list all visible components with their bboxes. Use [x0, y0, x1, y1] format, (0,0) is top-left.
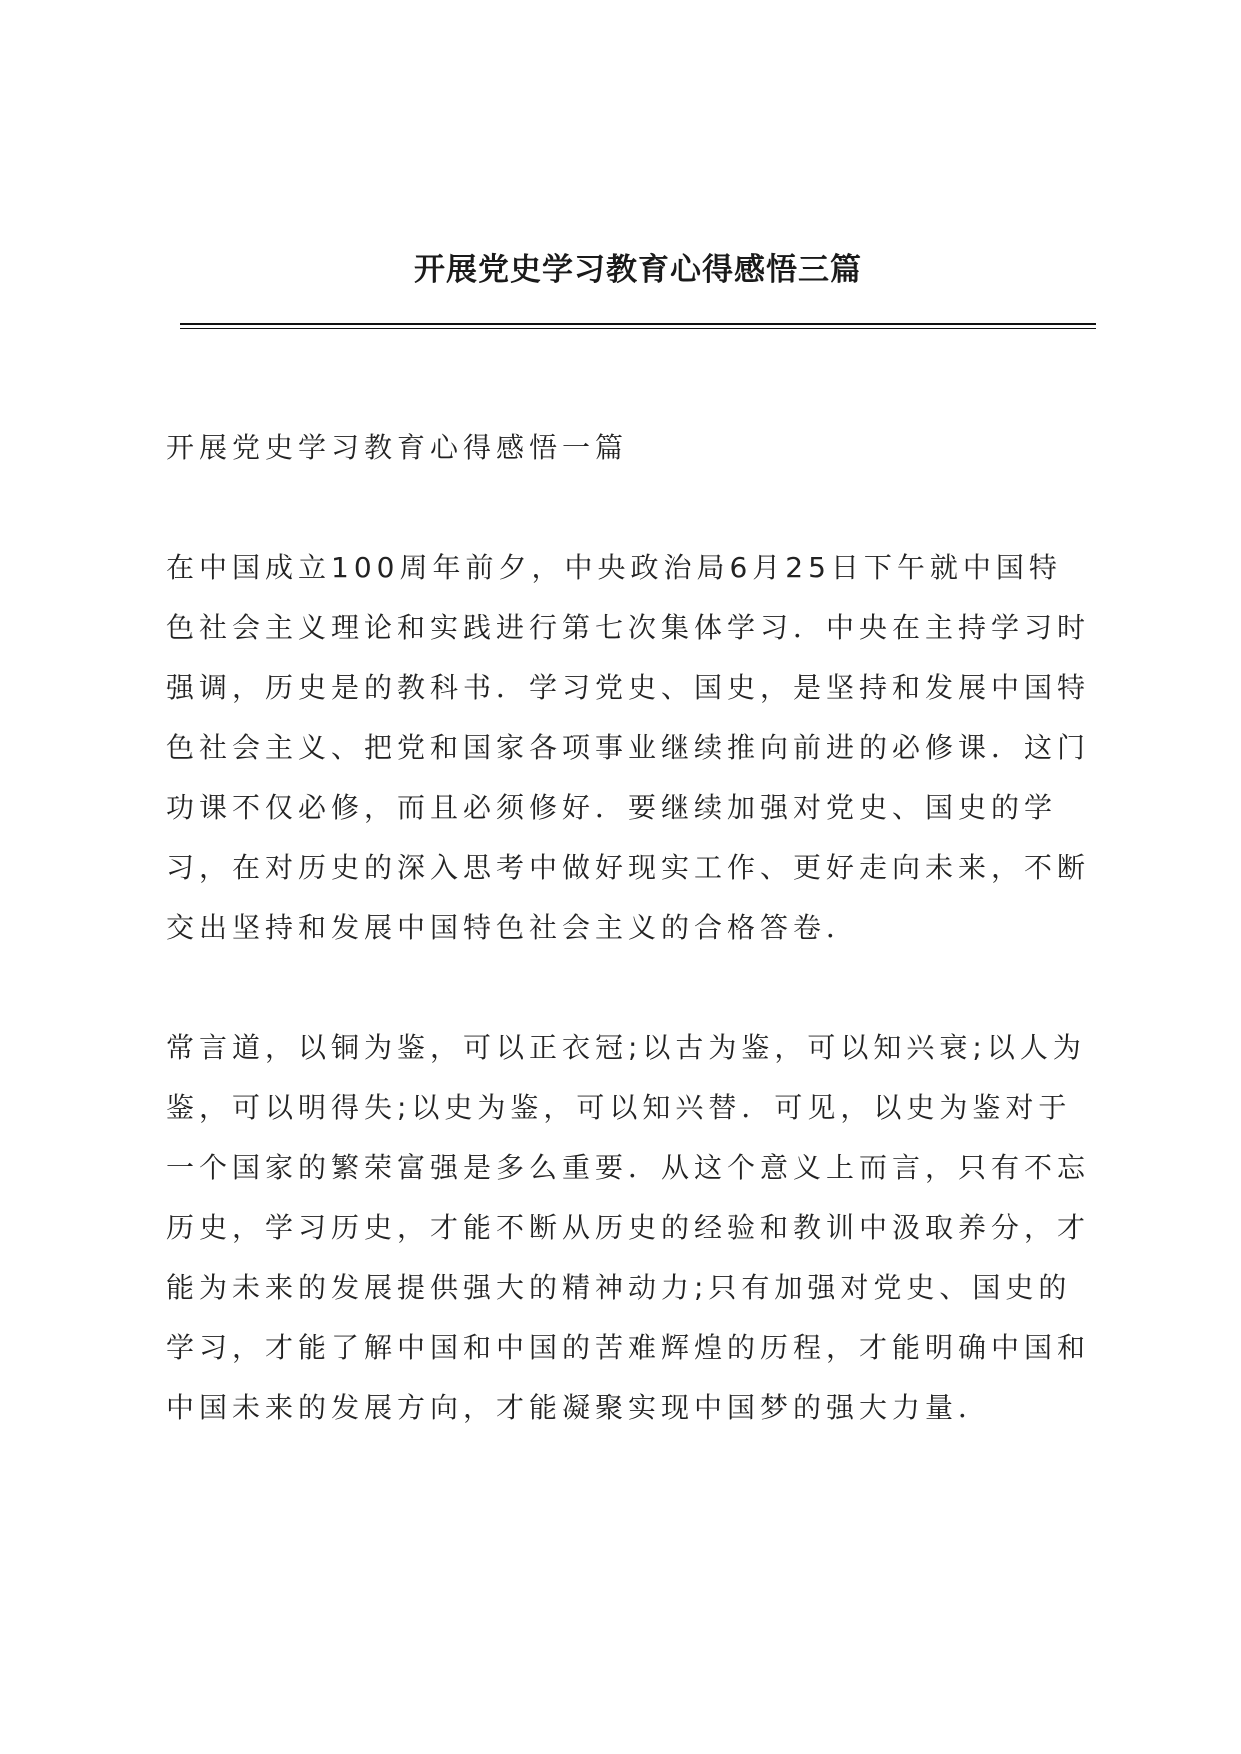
- divider-thin-line: [180, 328, 1096, 329]
- divider-thick-line: [180, 323, 1096, 325]
- paragraph-line: 交出坚持和发展中国特色社会主义的合格答卷．: [166, 911, 860, 944]
- paragraph-line: 强调，历史是的教科书．学习党史、国史，是坚持和发展中国特: [166, 671, 1091, 704]
- paragraph-line: 习，在对历史的深入思考中做好现实工作、更好走向未来，不断: [166, 851, 1091, 884]
- paragraph-line: 功课不仅必修，而且必须修好．要继续加强对党史、国史的学: [166, 791, 1058, 824]
- paragraph-line: 色社会主义理论和实践进行第七次集体学习．中央在主持学习时: [166, 611, 1091, 644]
- paragraph-line: 历史，学习历史，才能不断从历史的经验和教训中汲取养分，才: [166, 1211, 1091, 1244]
- section-heading: 开展党史学习教育心得感悟一篇: [166, 431, 629, 464]
- document-body: [166, 418, 1096, 1498]
- paragraph-line: 鉴，可以明得失;以史为鉴，可以知兴替．可见，以史为鉴对于: [166, 1091, 1072, 1124]
- paragraph-2: [166, 1018, 1096, 1438]
- paragraph-line: 色社会主义、把党和国家各项事业继续推向前进的必修课．这门: [166, 731, 1091, 764]
- title-divider: [180, 323, 1096, 329]
- paragraph-line: 学习，才能了解中国和中国的苦难辉煌的历程，才能明确中国和: [166, 1331, 1091, 1364]
- paragraph-line: 在中国成立100周年前夕，中央政治局6月25日下午就中国特: [166, 551, 1062, 584]
- paragraph-line: 一个国家的繁荣富强是多么重要．从这个意义上而言，只有不忘: [166, 1151, 1091, 1184]
- paragraph-line: 常言道，以铜为鉴，可以正衣冠;以古为鉴，可以知兴衰;以人为: [166, 1031, 1086, 1064]
- paragraph-1: [166, 538, 1096, 958]
- paragraph-line: 能为未来的发展提供强大的精神动力;只有加强对党史、国史的: [166, 1271, 1072, 1304]
- document-title: 开展党史学习教育心得感悟三篇: [414, 252, 862, 288]
- paragraph-line: 中国未来的发展方向，才能凝聚实现中国梦的强大力量．: [166, 1391, 992, 1424]
